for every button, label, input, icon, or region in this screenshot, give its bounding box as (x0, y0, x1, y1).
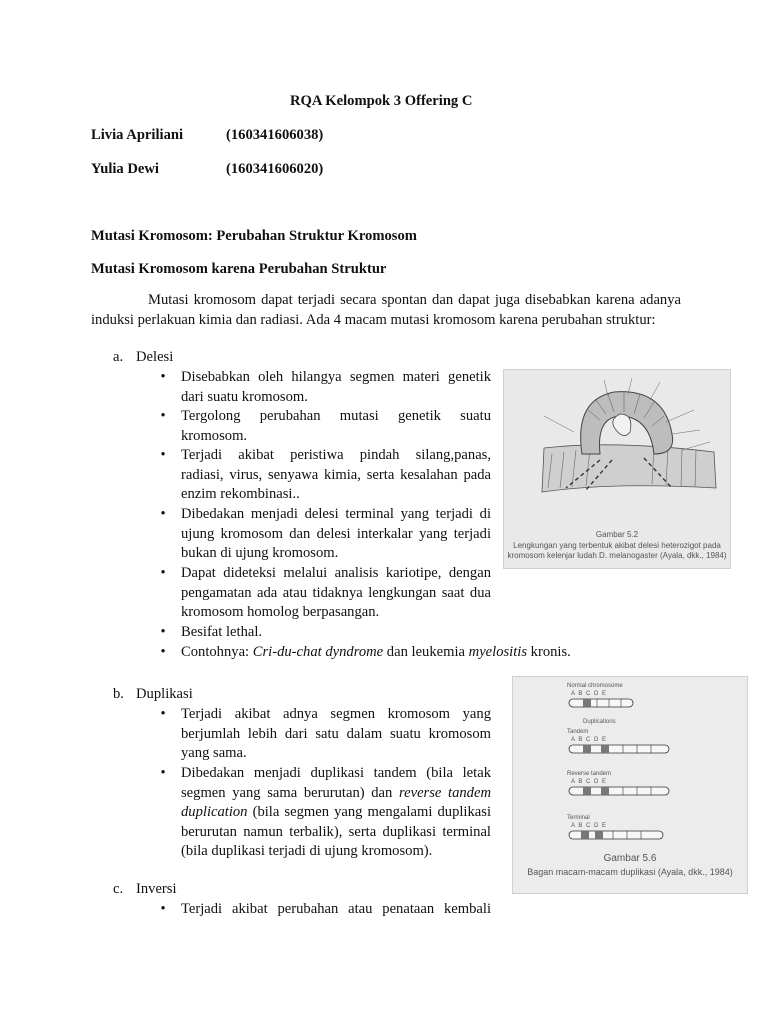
bullet-line: Terjadi akibat adnya segmen kromosom yang (181, 706, 491, 722)
delesi-example (181, 643, 571, 663)
bullet-fragment-italic: duplication (181, 804, 248, 821)
bullet-line: yang sama. (181, 745, 247, 762)
delesi-bullet-3 (181, 446, 491, 505)
figure-5-6-title: Gambar 5.6 (603, 853, 657, 864)
figure-5-2-title: Gambar 5.2 (595, 530, 639, 539)
document-title: RQA Kelompok 3 Offering C (290, 93, 473, 109)
duplication-bars-illustration (513, 677, 747, 857)
example-disease-2: myelositis (468, 644, 528, 660)
letters-tandem: A B C D E (571, 737, 608, 743)
bullet-line: ujung kromosom dan delesi interkalar yang terjadi (181, 525, 491, 542)
label-normal-chromosome: Normal chromosome (567, 683, 623, 689)
bullet-fragment: segmen yang sama berurutan) dan (181, 784, 399, 801)
section-marker-b: b. (113, 686, 124, 702)
bullet-line: berjumlah lebih dari satu dalam suatu kromosom (181, 725, 491, 742)
bullet-line (181, 784, 491, 804)
bullet-dot: • (160, 369, 166, 385)
letters-normal: A B C D E (571, 691, 608, 697)
delesi-bullet-5 (181, 564, 491, 623)
duplikasi-bullet-1 (181, 705, 491, 764)
figure-deletion-loop (503, 369, 731, 569)
bullet-line: kromosom homolog berpasangan. (181, 604, 380, 621)
example-suffix: kronis. (527, 644, 571, 660)
bullet-dot: • (160, 644, 166, 660)
section-marker-a: a. (113, 349, 124, 365)
letters-terminal: A B C D E (571, 823, 608, 829)
bullet-line: Dibedakan menjadi delesi terminal yang terjadi di (181, 506, 491, 522)
bullet-dot: • (160, 408, 166, 424)
bullet-dot: • (160, 447, 166, 463)
figure-5-2-caption-line-2: kromosom kelenjar ludah D. melanogaster (Ayala, dkk., 1984) (507, 551, 727, 560)
bullet-line: kromosom. (181, 427, 248, 444)
section-title-inversi: Inversi (136, 881, 177, 897)
author-name-2: Yulia Dewi (91, 161, 159, 177)
label-reverse-tandem: Reverse tandem (567, 771, 612, 777)
example-disease-1: Cri-du-chat dyndrome (252, 644, 384, 660)
bullet-dot: • (160, 565, 166, 581)
bullet-line: pengamatan ada atau tidaknya lengkungan saat dua (181, 584, 491, 601)
bullet-line: radiasi, virus, senyawa kimia, serta kesalahan pada (181, 466, 491, 483)
delesi-bullet-1 (181, 368, 491, 407)
author-name-1: Livia Apriliani (91, 127, 184, 143)
sub-heading: Mutasi Kromosom karena Perubahan Struktur (91, 261, 387, 277)
intro-line-2: induksi perlakuan kimia dan radiasi. Ada 4 macam mutasi kromosom karena perubahan struktur: (91, 311, 656, 328)
bullet-dot: • (160, 706, 166, 722)
delesi-bullet-4 (181, 505, 491, 564)
figure-duplications (512, 676, 748, 894)
bullet-dot: • (160, 765, 166, 781)
bullet-line: enzim rekombinasi.. (181, 486, 300, 503)
example-middle: dan leukemia (383, 644, 469, 660)
delesi-bullet-2 (181, 407, 491, 446)
bullet-fragment-italic: reverse tandem (398, 784, 491, 801)
figure-5-6-caption: Bagan macam-macam duplikasi (Ayala, dkk., 1984) (527, 867, 733, 877)
bullet-line: Besifat lethal. (181, 624, 263, 640)
bullet-line: dari suatu kromosom. (181, 388, 308, 405)
bullet-fragment: (bila segmen yang mengalami duplikasi (247, 804, 491, 821)
bullet-line: Terjadi akibat perubahan atau penataan kembali (181, 901, 491, 917)
bullet-line: Terjadi akibat peristiwa pindah silang,panas, (181, 447, 491, 463)
duplikasi-bullet-2 (181, 764, 491, 862)
author-nim-1: (160341606038) (226, 127, 324, 143)
section-title-duplikasi: Duplikasi (136, 686, 193, 702)
intro-line-1: Mutasi kromosom dapat terjadi secara spontan dan dapat juga disebabkan karena adanya (148, 292, 681, 308)
example-prefix: Contohnya: (181, 644, 253, 660)
delesi-bullet-6 (181, 623, 491, 643)
section-title-delesi: Delesi (136, 349, 174, 365)
label-terminal: Terminal (567, 815, 590, 821)
bullet-dot: • (160, 624, 166, 640)
main-heading: Mutasi Kromosom: Perubahan Struktur Kromosom (91, 228, 417, 244)
figure-5-2-caption-line-1: Lengkungan yang terbentuk akibat delesi heterozigot pada (513, 541, 721, 550)
letters-reverse: A B C D E (571, 779, 608, 785)
label-tandem: Tandem (567, 729, 589, 735)
bullet-line: Dapat dideteksi melalui analisis kariotipe, dengan (181, 565, 491, 581)
bullet-line: bukan di ujung kromosom. (181, 545, 339, 562)
bullet-line: Disebabkan oleh hilangya segmen materi genetik (181, 369, 491, 385)
inversi-bullet-1 (181, 900, 491, 920)
bullet-line: berurutan namun terbalik), serta duplikasi terminal (181, 823, 491, 840)
bullet-line: (bila duplikasi terjadi di ujung kromosom). (181, 843, 433, 860)
bullet-line: Tergolong perubahan mutasi genetik suatu (181, 408, 491, 424)
author-nim-2: (160341606020) (226, 161, 324, 177)
deletion-loop-illustration (504, 370, 730, 520)
section-marker-c: c. (113, 881, 124, 897)
bullet-line: Dibedakan menjadi duplikasi tandem (bila letak (181, 765, 491, 781)
bullet-dot: • (160, 506, 166, 522)
label-duplications: Duplications (583, 719, 616, 725)
bullet-dot: • (160, 901, 166, 917)
intro-paragraph (91, 291, 681, 330)
bullet-line (181, 803, 491, 823)
